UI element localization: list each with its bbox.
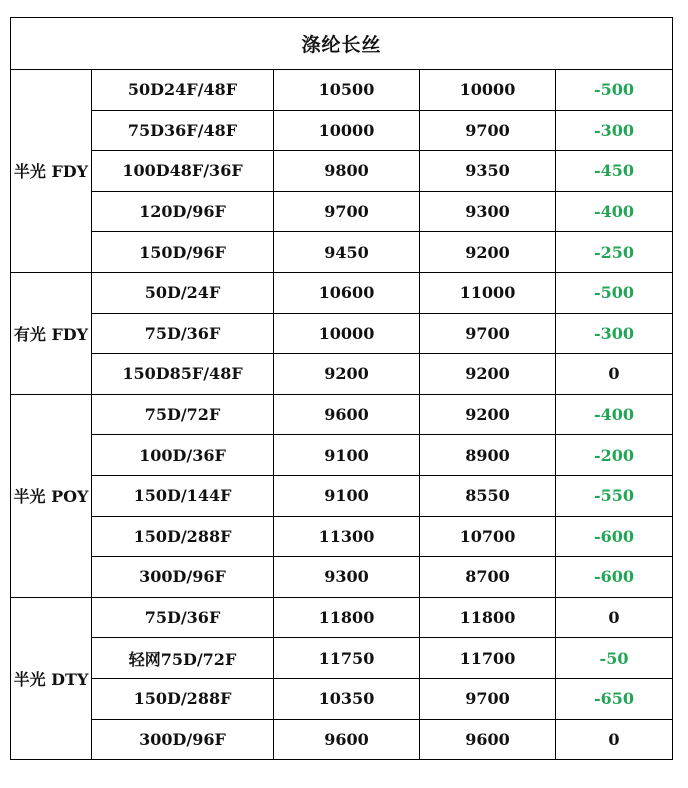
change-cell: -550 — [556, 475, 673, 516]
change-cell: 0 — [556, 354, 673, 395]
price-a-cell: 9700 — [274, 191, 420, 232]
price-b-cell: 9700 — [420, 678, 556, 719]
change-cell: -600 — [556, 557, 673, 598]
price-b-cell: 11800 — [420, 597, 556, 638]
table-row — [11, 557, 673, 598]
price-b-cell: 9200 — [420, 354, 556, 395]
price-b-cell: 8700 — [420, 557, 556, 598]
price-b-cell: 9300 — [420, 191, 556, 232]
price-b-cell: 9700 — [420, 313, 556, 354]
spec-cell: 50D/24F — [92, 272, 274, 313]
spec-cell: 75D36F/48F — [92, 110, 274, 151]
price-a-cell: 9800 — [274, 151, 420, 192]
table-row — [11, 678, 673, 719]
price-a-cell: 10000 — [274, 313, 420, 354]
price-b-cell: 9200 — [420, 232, 556, 273]
table-row — [11, 394, 673, 435]
price-b-cell: 9350 — [420, 151, 556, 192]
spec-cell: 150D/288F — [92, 516, 274, 557]
price-b-cell: 9600 — [420, 719, 556, 760]
change-cell: 0 — [556, 719, 673, 760]
spec-cell: 100D/36F — [92, 435, 274, 476]
group-label: 有光 FDY — [11, 272, 92, 394]
change-cell: -400 — [556, 191, 673, 232]
price-b-cell: 9700 — [420, 110, 556, 151]
price-a-cell: 9600 — [274, 719, 420, 760]
spec-cell: 300D/96F — [92, 557, 274, 598]
spec-cell: 300D/96F — [92, 719, 274, 760]
spec-cell: 100D48F/36F — [92, 151, 274, 192]
price-a-cell: 9300 — [274, 557, 420, 598]
price-a-cell: 9100 — [274, 435, 420, 476]
table-row — [11, 435, 673, 476]
table-row — [11, 313, 673, 354]
price-b-cell: 9200 — [420, 394, 556, 435]
spec-cell: 50D24F/48F — [92, 70, 274, 111]
table-title: 涤纶长丝 — [11, 18, 673, 70]
price-a-cell: 11800 — [274, 597, 420, 638]
price-a-cell: 9200 — [274, 354, 420, 395]
price-a-cell: 10500 — [274, 70, 420, 111]
table-row — [11, 151, 673, 192]
change-cell: -50 — [556, 638, 673, 679]
table-row — [11, 638, 673, 679]
table-row — [11, 272, 673, 313]
spec-cell: 150D85F/48F — [92, 354, 274, 395]
price-b-cell: 8550 — [420, 475, 556, 516]
spec-cell: 150D/96F — [92, 232, 274, 273]
change-cell: -250 — [556, 232, 673, 273]
table-row — [11, 354, 673, 395]
table-row — [11, 597, 673, 638]
spec-cell: 75D/72F — [92, 394, 274, 435]
spec-cell: 150D/144F — [92, 475, 274, 516]
group-label: 半光 DTY — [11, 597, 92, 759]
price-a-cell: 11750 — [274, 638, 420, 679]
price-a-cell: 10350 — [274, 678, 420, 719]
price-a-cell: 11300 — [274, 516, 420, 557]
spec-cell: 120D/96F — [92, 191, 274, 232]
change-cell: 0 — [556, 597, 673, 638]
price-a-cell: 9100 — [274, 475, 420, 516]
table-row — [11, 232, 673, 273]
table-row — [11, 719, 673, 760]
change-cell: -450 — [556, 151, 673, 192]
table-row — [11, 70, 673, 111]
price-b-cell: 11000 — [420, 272, 556, 313]
price-a-cell: 10600 — [274, 272, 420, 313]
spec-cell: 150D/288F — [92, 678, 274, 719]
group-label: 半光 POY — [11, 394, 92, 597]
change-cell: -300 — [556, 110, 673, 151]
change-cell: -500 — [556, 70, 673, 111]
group-label: 半光 FDY — [11, 70, 92, 273]
change-cell: -300 — [556, 313, 673, 354]
price-a-cell: 9600 — [274, 394, 420, 435]
change-cell: -600 — [556, 516, 673, 557]
price-b-cell: 10000 — [420, 70, 556, 111]
table-row — [11, 191, 673, 232]
change-cell: -500 — [556, 272, 673, 313]
change-cell: -200 — [556, 435, 673, 476]
price-b-cell: 8900 — [420, 435, 556, 476]
price-table — [10, 17, 673, 760]
price-b-cell: 10700 — [420, 516, 556, 557]
title-row — [11, 18, 673, 70]
spec-cell: 75D/36F — [92, 313, 274, 354]
price-a-cell: 9450 — [274, 232, 420, 273]
change-cell: -400 — [556, 394, 673, 435]
price-table-body — [11, 18, 673, 760]
price-a-cell: 10000 — [274, 110, 420, 151]
change-cell: -650 — [556, 678, 673, 719]
spec-cell: 75D/36F — [92, 597, 274, 638]
price-b-cell: 11700 — [420, 638, 556, 679]
table-row — [11, 516, 673, 557]
table-row — [11, 110, 673, 151]
spec-cell: 轻网75D/72F — [92, 638, 274, 679]
table-row — [11, 475, 673, 516]
